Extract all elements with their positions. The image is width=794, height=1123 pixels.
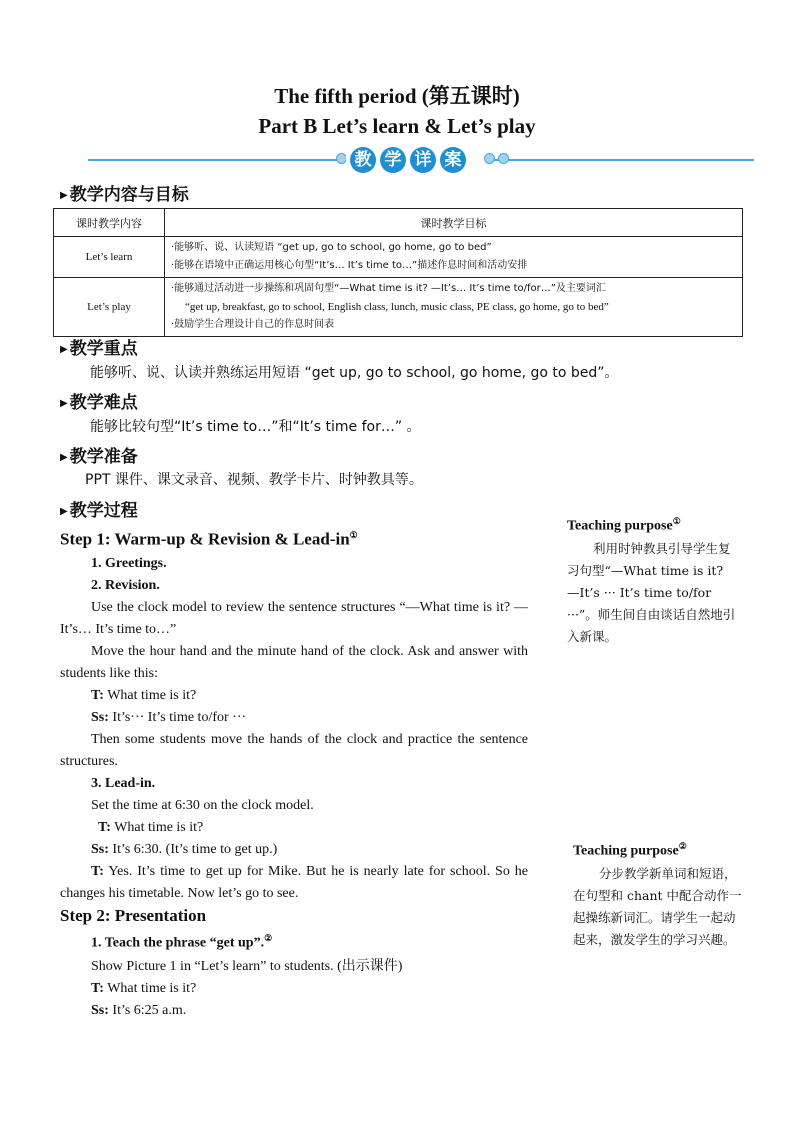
banner-char: 学 xyxy=(380,147,406,173)
section-banner xyxy=(88,147,754,175)
goal-item: ·能够通过活动进一步操练和巩固句型“—What time is it? —It’s… It’s time to/for…”及主要词汇 xyxy=(171,283,606,294)
banner-char: 案 xyxy=(440,147,466,173)
table-header-goals: 课时教学目标 xyxy=(165,209,743,237)
dialogue-line: Ss: It’s 6:25 a.m. xyxy=(91,1003,187,1019)
teaching-purpose-title: Teaching purpose① xyxy=(567,516,681,534)
goal-item: ·能够听、说、认读短语 “get up, go to school, go home, go to bed” xyxy=(171,242,492,253)
triangle-bullet-icon: ▶ xyxy=(60,398,68,409)
step1-para: Then some students move the hands of the clock and practice the sentence structures. xyxy=(60,731,528,769)
step1-revision: 2. Revision. xyxy=(91,577,160,593)
difficulties-text: 能够比较句型“It’s time to…”和“It’s time for…” 。 xyxy=(90,419,421,435)
step1-greetings: 1. Greetings. xyxy=(91,555,167,571)
dialogue-line: Ss: It’s··· It’s time to/for ··· xyxy=(91,709,247,725)
preparation-text: PPT 课件、课文录音、视频、教学卡片、时钟教具等。 xyxy=(85,472,423,488)
goal-item: ·鼓励学生合理设计自己的作息时间表 xyxy=(171,319,335,330)
teaching-purpose-2 xyxy=(573,841,743,951)
table-cell-goals xyxy=(165,278,743,337)
section-heading-difficulties: ▶ 教学难点 xyxy=(60,393,138,413)
dialogue-line: T: Yes. It’s time to get up for Mike. But he is nearly late for school. So he changes his timetable. Now let’s go to see. xyxy=(60,863,528,901)
step2-phrase: 1. Teach the phrase “get up”.② xyxy=(91,932,273,951)
dialogue-line: Ss: It’s 6:30. (It’s time to get up.) xyxy=(91,841,278,857)
banner-char: 详 xyxy=(410,147,436,173)
dialogue-line: T: What time is it? xyxy=(91,687,197,703)
dialogue-line: T: What time is it? xyxy=(98,819,204,835)
table-cell-content: Let’s play xyxy=(54,278,165,337)
section-heading-content-goals: ▶ 教学内容与目标 xyxy=(60,185,189,205)
goal-item: “get up, breakfast, go to school, English class, lunch, music class, PE class, go home, go to bed” xyxy=(185,301,609,313)
table-cell-content: Let’s learn xyxy=(54,237,165,278)
step2-title: Step 2: Presentation xyxy=(60,905,207,925)
teaching-purpose-text: 利用时钟教具引导学生复习句型“—What time is it? —It’s ··· It’s time to/for ···”。师生间自由谈话自然地引入新课。 xyxy=(567,540,736,644)
step2-para: Show Picture 1 in “Let’s learn” to students. (出示课件) xyxy=(91,959,403,975)
section-heading-preparation: ▶ 教学准备 xyxy=(60,447,138,467)
lesson-steps xyxy=(60,524,528,1022)
goals-table xyxy=(53,208,743,337)
table-header-content: 课时教学内容 xyxy=(54,209,165,237)
step1-leadin: 3. Lead-in. xyxy=(91,775,156,791)
page-title: The fifth period (第五课时) xyxy=(274,84,520,108)
key-points-text: 能够听、说、认读并熟练运用短语 “get up, go to school, go home, go to bed”。 xyxy=(90,365,619,381)
step1-para: Use the clock model to review the sentence structures “—What time is it? —It’s… It’s time to…” xyxy=(60,599,528,637)
triangle-bullet-icon: ▶ xyxy=(60,190,68,201)
table-cell-goals xyxy=(165,237,743,278)
step1-title: Step 1: Warm-up & Revision & Lead-in① xyxy=(60,529,358,549)
teaching-purpose-text: 分步教学新单词和短语，在句型和 chant 中配合动作一起操练新词汇。请学生一起动起来，激发学生的学习兴趣。 xyxy=(573,865,742,947)
table-header-row xyxy=(54,209,743,237)
banner-dots-right xyxy=(484,153,509,164)
dialogue-line: T: What time is it? xyxy=(91,981,197,997)
triangle-bullet-icon: ▶ xyxy=(60,344,68,355)
teaching-purpose-1 xyxy=(567,516,737,648)
goal-item: ·能够在语境中正确运用核心句型“It’s… It’s time to…”描述作息时间和活动安排 xyxy=(171,260,528,271)
page-subtitle: Part B Let’s learn & Let’s play xyxy=(258,114,536,138)
step1-para: Move the hour hand and the minute hand of the clock. Ask and answer with students like this: xyxy=(60,643,528,681)
table-row xyxy=(54,237,743,278)
teaching-purpose-title: Teaching purpose② xyxy=(573,841,687,859)
banner-char: 教 xyxy=(350,147,376,173)
step1-para: Set the time at 6:30 on the clock model. xyxy=(91,797,314,813)
section-heading-key-points: ▶ 教学重点 xyxy=(60,339,138,359)
triangle-bullet-icon: ▶ xyxy=(60,452,68,463)
section-heading-process: ▶ 教学过程 xyxy=(60,501,138,521)
banner-label xyxy=(346,147,494,173)
triangle-bullet-icon: ▶ xyxy=(60,506,68,517)
table-row xyxy=(54,278,743,337)
